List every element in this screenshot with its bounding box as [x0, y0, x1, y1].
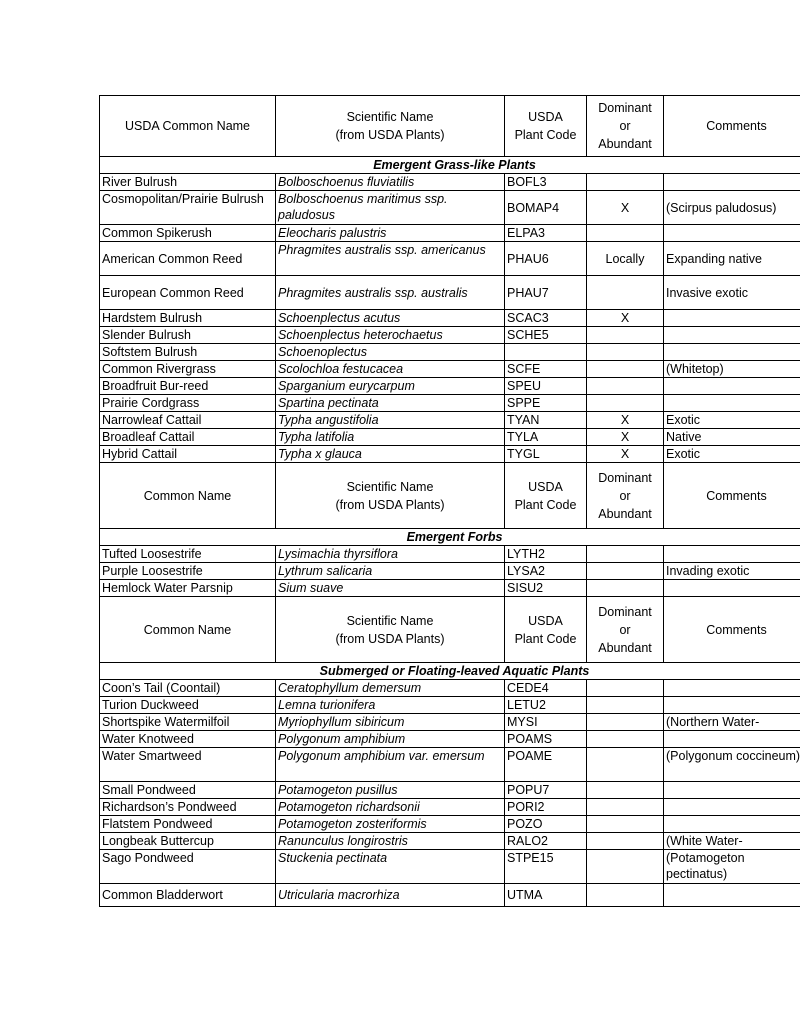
table-row [100, 563, 800, 580]
cell-scientific-name: Sium suave [276, 580, 505, 597]
cell-scientific-name: Eleocharis palustris [276, 225, 505, 242]
cell-common-name: Small Pondweed [100, 782, 276, 799]
section-title-row [100, 529, 800, 546]
cell-dominant: X [587, 310, 664, 327]
cell-comments [664, 731, 800, 748]
cell-dominant [587, 344, 664, 361]
cell-common-name: Common Rivergrass [100, 361, 276, 378]
cell-common-name: American Common Reed [100, 242, 276, 276]
cell-comments [664, 546, 800, 563]
header-comments: Comments [664, 597, 800, 663]
header-plant-code: USDA Plant Code [505, 463, 587, 529]
cell-common-name: Hybrid Cattail [100, 446, 276, 463]
cell-scientific-name: Lemna turionifera [276, 697, 505, 714]
cell-comments: Expanding native [664, 242, 800, 276]
section-title: Submerged or Floating-leaved Aquatic Plants [100, 663, 800, 680]
cell-dominant [587, 850, 664, 884]
cell-plant-code: RALO2 [505, 833, 587, 850]
cell-comments: (White Water- [664, 833, 800, 850]
cell-scientific-name: Potamogeton pusillus [276, 782, 505, 799]
header-scientific-name: Scientific Name (from USDA Plants) [276, 463, 505, 529]
cell-scientific-name: Schoenplectus heterochaetus [276, 327, 505, 344]
cell-scientific-name: Myriophyllum sibiricum [276, 714, 505, 731]
cell-plant-code: SCAC3 [505, 310, 587, 327]
cell-plant-code: PHAU6 [505, 242, 587, 276]
cell-common-name: Broadleaf Cattail [100, 429, 276, 446]
cell-comments: Native [664, 429, 800, 446]
cell-comments [664, 174, 800, 191]
cell-plant-code: CEDE4 [505, 680, 587, 697]
cell-common-name: River Bulrush [100, 174, 276, 191]
table-row [100, 799, 800, 816]
table-row [100, 225, 800, 242]
cell-dominant [587, 714, 664, 731]
table-row [100, 361, 800, 378]
header-comments: Comments [664, 463, 800, 529]
cell-scientific-name: Schoenoplectus [276, 344, 505, 361]
cell-dominant: X [587, 191, 664, 225]
cell-plant-code: POAMS [505, 731, 587, 748]
cell-plant-code: TYGL [505, 446, 587, 463]
cell-scientific-name: Polygonum amphibium var. emersum [276, 748, 505, 782]
cell-plant-code: LYTH2 [505, 546, 587, 563]
cell-comments [664, 344, 800, 361]
cell-common-name: Common Spikerush [100, 225, 276, 242]
cell-plant-code: BOFL3 [505, 174, 587, 191]
cell-scientific-name: Bolboschoenus fluviatilis [276, 174, 505, 191]
cell-plant-code: STPE15 [505, 850, 587, 884]
cell-dominant [587, 361, 664, 378]
cell-scientific-name: Utricularia macrorhiza [276, 884, 505, 907]
cell-scientific-name: Potamogeton richardsonii [276, 799, 505, 816]
cell-dominant [587, 731, 664, 748]
cell-dominant [587, 799, 664, 816]
cell-plant-code: SISU2 [505, 580, 587, 597]
table-row [100, 412, 800, 429]
cell-comments: Exotic [664, 446, 800, 463]
cell-scientific-name: Typha latifolia [276, 429, 505, 446]
cell-dominant [587, 833, 664, 850]
table-header-row [100, 96, 800, 157]
header-scientific-name: Scientific Name (from USDA Plants) [276, 96, 505, 157]
cell-common-name: Narrowleaf Cattail [100, 412, 276, 429]
cell-plant-code: PORI2 [505, 799, 587, 816]
table-row [100, 680, 800, 697]
cell-common-name: European Common Reed [100, 276, 276, 310]
cell-dominant [587, 697, 664, 714]
cell-comments [664, 680, 800, 697]
table-row [100, 310, 800, 327]
table-row [100, 395, 800, 412]
cell-plant-code: POZO [505, 816, 587, 833]
cell-dominant [587, 546, 664, 563]
cell-scientific-name: Potamogeton zosteriformis [276, 816, 505, 833]
cell-scientific-name: Stuckenia pectinata [276, 850, 505, 884]
table-row [100, 850, 800, 884]
cell-comments [664, 327, 800, 344]
table-header-row [100, 463, 800, 529]
cell-comments [664, 580, 800, 597]
section-title-row [100, 157, 800, 174]
cell-common-name: Sago Pondweed [100, 850, 276, 884]
cell-common-name: Richardson’s Pondweed [100, 799, 276, 816]
cell-comments: (Polygonum coccineum) [664, 748, 800, 782]
cell-comments [664, 782, 800, 799]
table-row [100, 731, 800, 748]
cell-dominant [587, 378, 664, 395]
cell-comments: (Whitetop) [664, 361, 800, 378]
cell-scientific-name: Typha angustifolia [276, 412, 505, 429]
table-row [100, 344, 800, 361]
cell-dominant [587, 225, 664, 242]
header-common-name: Common Name [100, 463, 276, 529]
table-row [100, 429, 800, 446]
table-row [100, 697, 800, 714]
table-row [100, 446, 800, 463]
cell-dominant: X [587, 446, 664, 463]
cell-plant-code: TYLA [505, 429, 587, 446]
cell-scientific-name: Phragmites australis ssp. americanus [276, 242, 505, 276]
table-row [100, 748, 800, 782]
table-row [100, 782, 800, 799]
cell-plant-code: POPU7 [505, 782, 587, 799]
section-title-row [100, 663, 800, 680]
section-title: Emergent Grass-like Plants [100, 157, 800, 174]
header-dominant: Dominant or Abundant [587, 463, 664, 529]
cell-common-name: Slender Bulrush [100, 327, 276, 344]
cell-plant-code: MYSI [505, 714, 587, 731]
cell-plant-code: SPPE [505, 395, 587, 412]
cell-plant-code [505, 344, 587, 361]
header-dominant: Dominant or Abundant [587, 597, 664, 663]
cell-dominant: X [587, 412, 664, 429]
cell-dominant [587, 395, 664, 412]
cell-scientific-name: Lythrum salicaria [276, 563, 505, 580]
cell-dominant [587, 782, 664, 799]
header-common-name: Common Name [100, 597, 276, 663]
cell-scientific-name: Scolochloa festucacea [276, 361, 505, 378]
cell-dominant [587, 748, 664, 782]
table-header-row [100, 597, 800, 663]
cell-comments: Invasive exotic [664, 276, 800, 310]
cell-common-name: Tufted Loosestrife [100, 546, 276, 563]
cell-common-name: Water Knotweed [100, 731, 276, 748]
cell-common-name: Hardstem Bulrush [100, 310, 276, 327]
cell-comments: (Northern Water- [664, 714, 800, 731]
cell-common-name: Softstem Bulrush [100, 344, 276, 361]
cell-dominant [587, 884, 664, 907]
cell-plant-code: UTMA [505, 884, 587, 907]
header-plant-code: USDA Plant Code [505, 597, 587, 663]
cell-scientific-name: Polygonum amphibium [276, 731, 505, 748]
cell-common-name: Hemlock Water Parsnip [100, 580, 276, 597]
cell-scientific-name: Ranunculus longirostris [276, 833, 505, 850]
cell-dominant: Locally [587, 242, 664, 276]
cell-scientific-name: Spartina pectinata [276, 395, 505, 412]
cell-dominant [587, 563, 664, 580]
header-common-name: USDA Common Name [100, 96, 276, 157]
cell-comments [664, 884, 800, 907]
cell-scientific-name: Schoenplectus acutus [276, 310, 505, 327]
cell-common-name: Shortspike Watermilfoil [100, 714, 276, 731]
cell-plant-code: SCFE [505, 361, 587, 378]
section-title: Emergent Forbs [100, 529, 800, 546]
cell-scientific-name: Bolboschoenus maritimus ssp. paludosus [276, 191, 505, 225]
cell-plant-code: TYAN [505, 412, 587, 429]
cell-common-name: Water Smartweed [100, 748, 276, 782]
table-row [100, 242, 800, 276]
cell-dominant [587, 816, 664, 833]
cell-dominant [587, 327, 664, 344]
table-row [100, 174, 800, 191]
cell-common-name: Longbeak Buttercup [100, 833, 276, 850]
cell-common-name: Flatstem Pondweed [100, 816, 276, 833]
cell-common-name: Broadfruit Bur-reed [100, 378, 276, 395]
cell-comments: Invading exotic [664, 563, 800, 580]
cell-plant-code: BOMAP4 [505, 191, 587, 225]
cell-scientific-name: Phragmites australis ssp. australis [276, 276, 505, 310]
cell-plant-code: SCHE5 [505, 327, 587, 344]
cell-scientific-name: Ceratophyllum demersum [276, 680, 505, 697]
cell-dominant: X [587, 429, 664, 446]
cell-plant-code: SPEU [505, 378, 587, 395]
table-row [100, 833, 800, 850]
cell-plant-code: LETU2 [505, 697, 587, 714]
table-row [100, 714, 800, 731]
header-dominant: Dominant or Abundant [587, 96, 664, 157]
cell-dominant [587, 680, 664, 697]
cell-comments: (Potamogeton pectinatus) [664, 850, 800, 884]
cell-common-name: Purple Loosestrife [100, 563, 276, 580]
cell-comments [664, 799, 800, 816]
cell-comments [664, 395, 800, 412]
cell-plant-code: ELPA3 [505, 225, 587, 242]
cell-common-name: Coon’s Tail (Coontail) [100, 680, 276, 697]
cell-comments [664, 378, 800, 395]
cell-scientific-name: Lysimachia thyrsiflora [276, 546, 505, 563]
table-row [100, 378, 800, 395]
cell-common-name: Cosmopolitan/Prairie Bulrush [100, 191, 276, 225]
table-row [100, 580, 800, 597]
cell-comments: (Scirpus paludosus) [664, 191, 800, 225]
table-row [100, 276, 800, 310]
table-row [100, 546, 800, 563]
cell-scientific-name: Sparganium eurycarpum [276, 378, 505, 395]
header-scientific-name: Scientific Name (from USDA Plants) [276, 597, 505, 663]
cell-comments [664, 816, 800, 833]
cell-dominant [587, 580, 664, 597]
cell-plant-code: PHAU7 [505, 276, 587, 310]
cell-plant-code: POAME [505, 748, 587, 782]
cell-comments [664, 225, 800, 242]
cell-plant-code: LYSA2 [505, 563, 587, 580]
cell-dominant [587, 174, 664, 191]
cell-common-name: Turion Duckweed [100, 697, 276, 714]
cell-comments: Exotic [664, 412, 800, 429]
plant-species-table [99, 95, 800, 907]
cell-comments [664, 310, 800, 327]
header-comments: Comments [664, 96, 800, 157]
cell-comments [664, 697, 800, 714]
table-row [100, 327, 800, 344]
cell-scientific-name: Typha x glauca [276, 446, 505, 463]
table-row [100, 816, 800, 833]
cell-dominant [587, 276, 664, 310]
table-row [100, 191, 800, 225]
cell-common-name: Common Bladderwort [100, 884, 276, 907]
cell-common-name: Prairie Cordgrass [100, 395, 276, 412]
table-row [100, 884, 800, 907]
header-plant-code: USDA Plant Code [505, 96, 587, 157]
